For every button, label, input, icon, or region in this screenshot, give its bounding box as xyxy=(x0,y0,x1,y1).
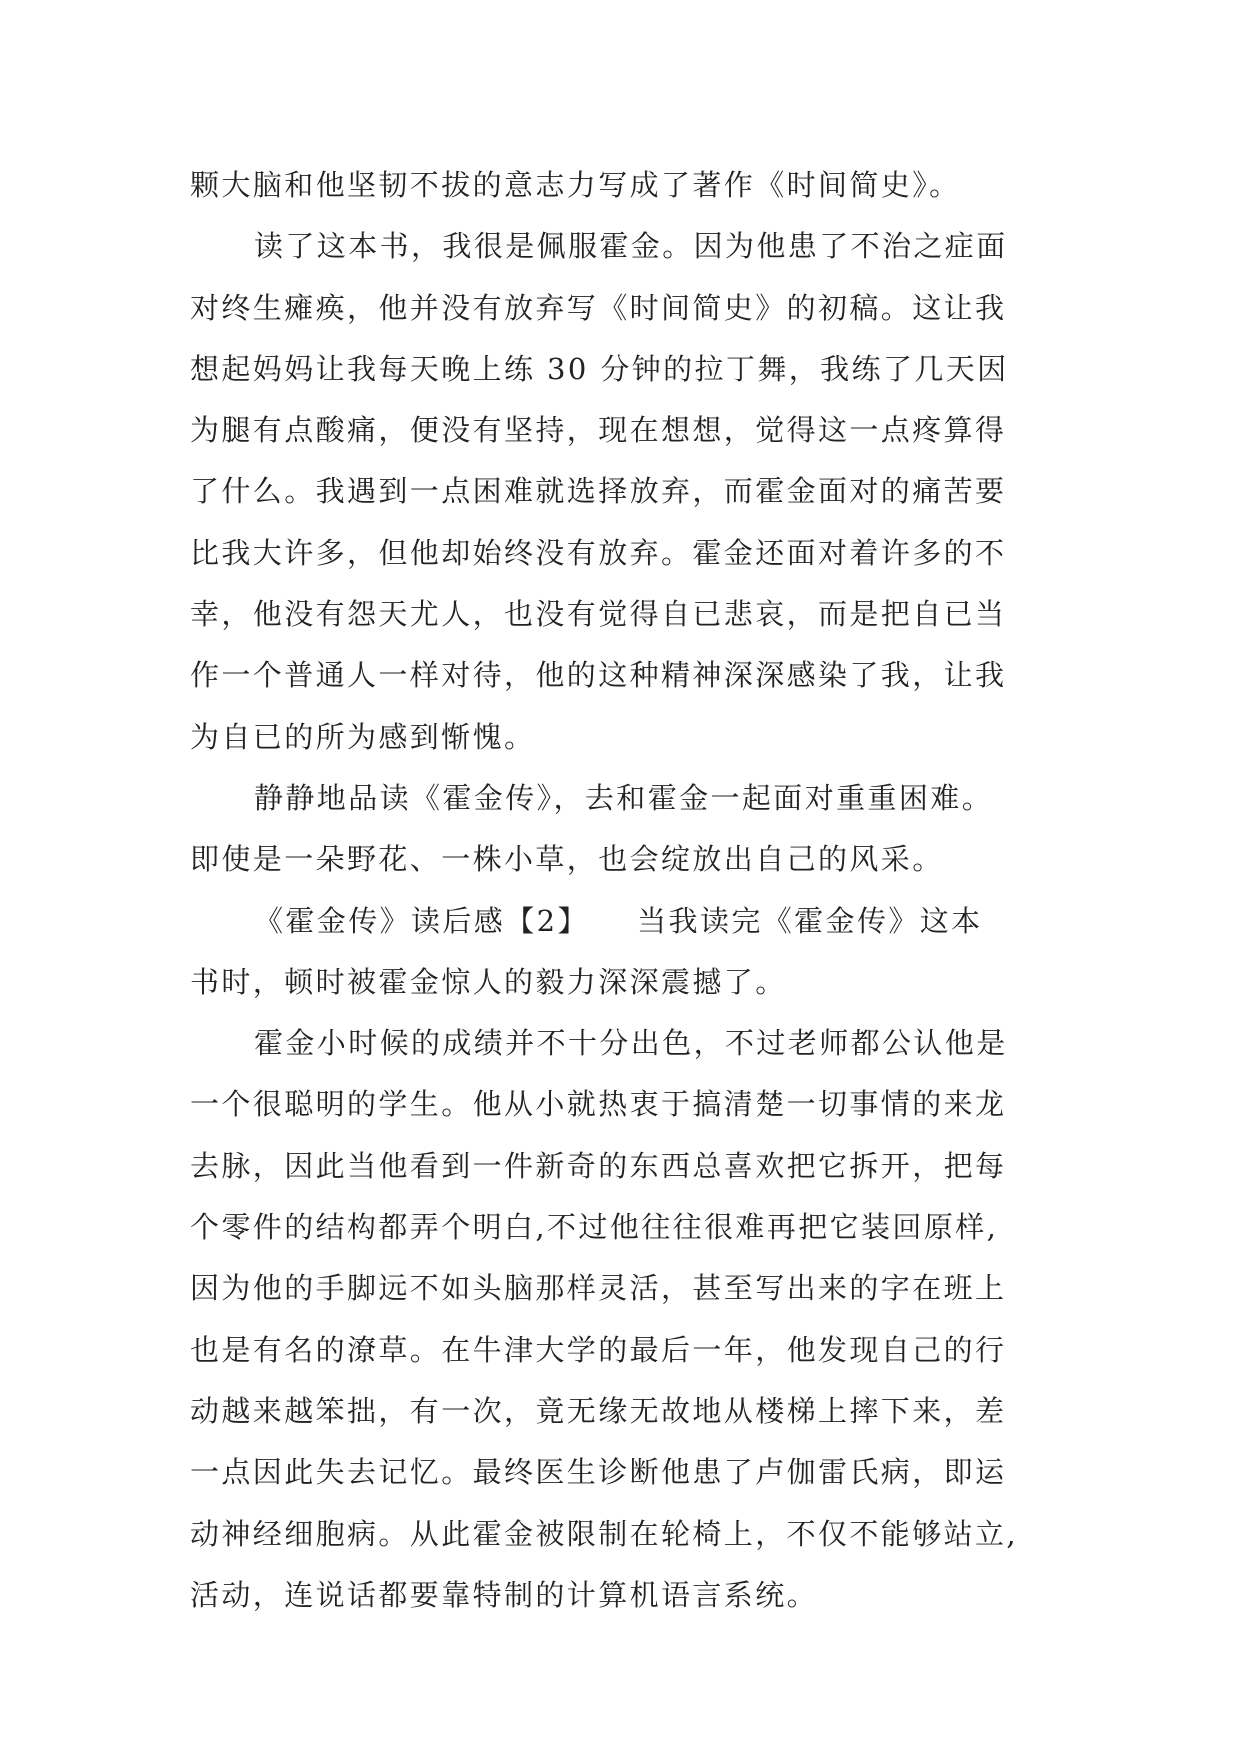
text-line: 作一个普通人一样对待，他的这种精神深深感染了我，让我 xyxy=(190,658,1007,693)
text-line: 去脉，因此当他看到一件新奇的东西总喜欢把它拆开，把每 xyxy=(190,1148,1007,1183)
text-line: 对终生瘫痪，他并没有放弃写《时间简史》的初稿。这让我 xyxy=(190,290,1007,325)
text-line: 了什么。我遇到一点困难就选择放弃，而霍金面对的痛苦要 xyxy=(190,474,1007,509)
text-line: 即使是一朵野花、一株小草，也会绽放出自己的风采。 xyxy=(190,842,944,877)
text-line: 静静地品读《霍金传》，去和霍金一起面对重重困难。 xyxy=(254,780,994,815)
text-line: 为自已的所为感到惭愧。 xyxy=(190,719,536,754)
text-line: 为腿有点酸痛，便没有坚持，现在想想，觉得这一点疼算得 xyxy=(190,413,1007,448)
text-line: 读了这本书，我很是佩服霍金。因为他患了不治之症面 xyxy=(254,229,1008,264)
text-line: 动越来越笨拙，有一次，竟无缘无故地从楼梯上摔下来，差 xyxy=(190,1393,1007,1428)
section-heading-line: 《霍金传》读后感【2】 当我读完《霍金传》这本 xyxy=(254,903,983,938)
document-body xyxy=(190,155,1050,1626)
text-line: 个零件的结构都弄个明白,不过他往往很难再把它装回原样, xyxy=(190,1210,999,1245)
text-line: 比我大许多，但他却始终没有放弃。霍金还面对着许多的不 xyxy=(190,535,1007,570)
text-line: 书时，顿时被霍金惊人的毅力深深震撼了。 xyxy=(190,964,787,999)
text-line: 霍金小时候的成绩并不十分出色，不过老师都公认他是 xyxy=(254,1026,1008,1061)
text-line: 颗大脑和他坚韧不拔的意志力写成了著作《时间简史》。 xyxy=(190,168,961,202)
text-line: 因为他的手脚远不如头脑那样灵活，甚至写出来的字在班上 xyxy=(190,1271,1007,1306)
text-line: 一个很聪明的学生。他从小就热衷于搞清楚一切事情的来龙 xyxy=(190,1087,1007,1122)
text-line: 想起妈妈让我每天晚上练 30 分钟的拉丁舞，我练了几天因 xyxy=(190,351,1009,386)
text-line: 动神经细胞病。从此霍金被限制在轮椅上，不仅不能够站立, xyxy=(190,1516,1019,1551)
text-line: 一点因此失去记忆。最终医生诊断他患了卢伽雷氏病，即运 xyxy=(190,1455,1007,1490)
text-line: 也是有名的潦草。在牛津大学的最后一年，他发现自己的行 xyxy=(190,1332,1007,1367)
text-line: 幸，他没有怨天尤人，也没有觉得自已悲哀，而是把自已当 xyxy=(190,597,1007,632)
text-line: 活动，连说话都要靠特制的计算机语言系统。 xyxy=(190,1577,819,1612)
